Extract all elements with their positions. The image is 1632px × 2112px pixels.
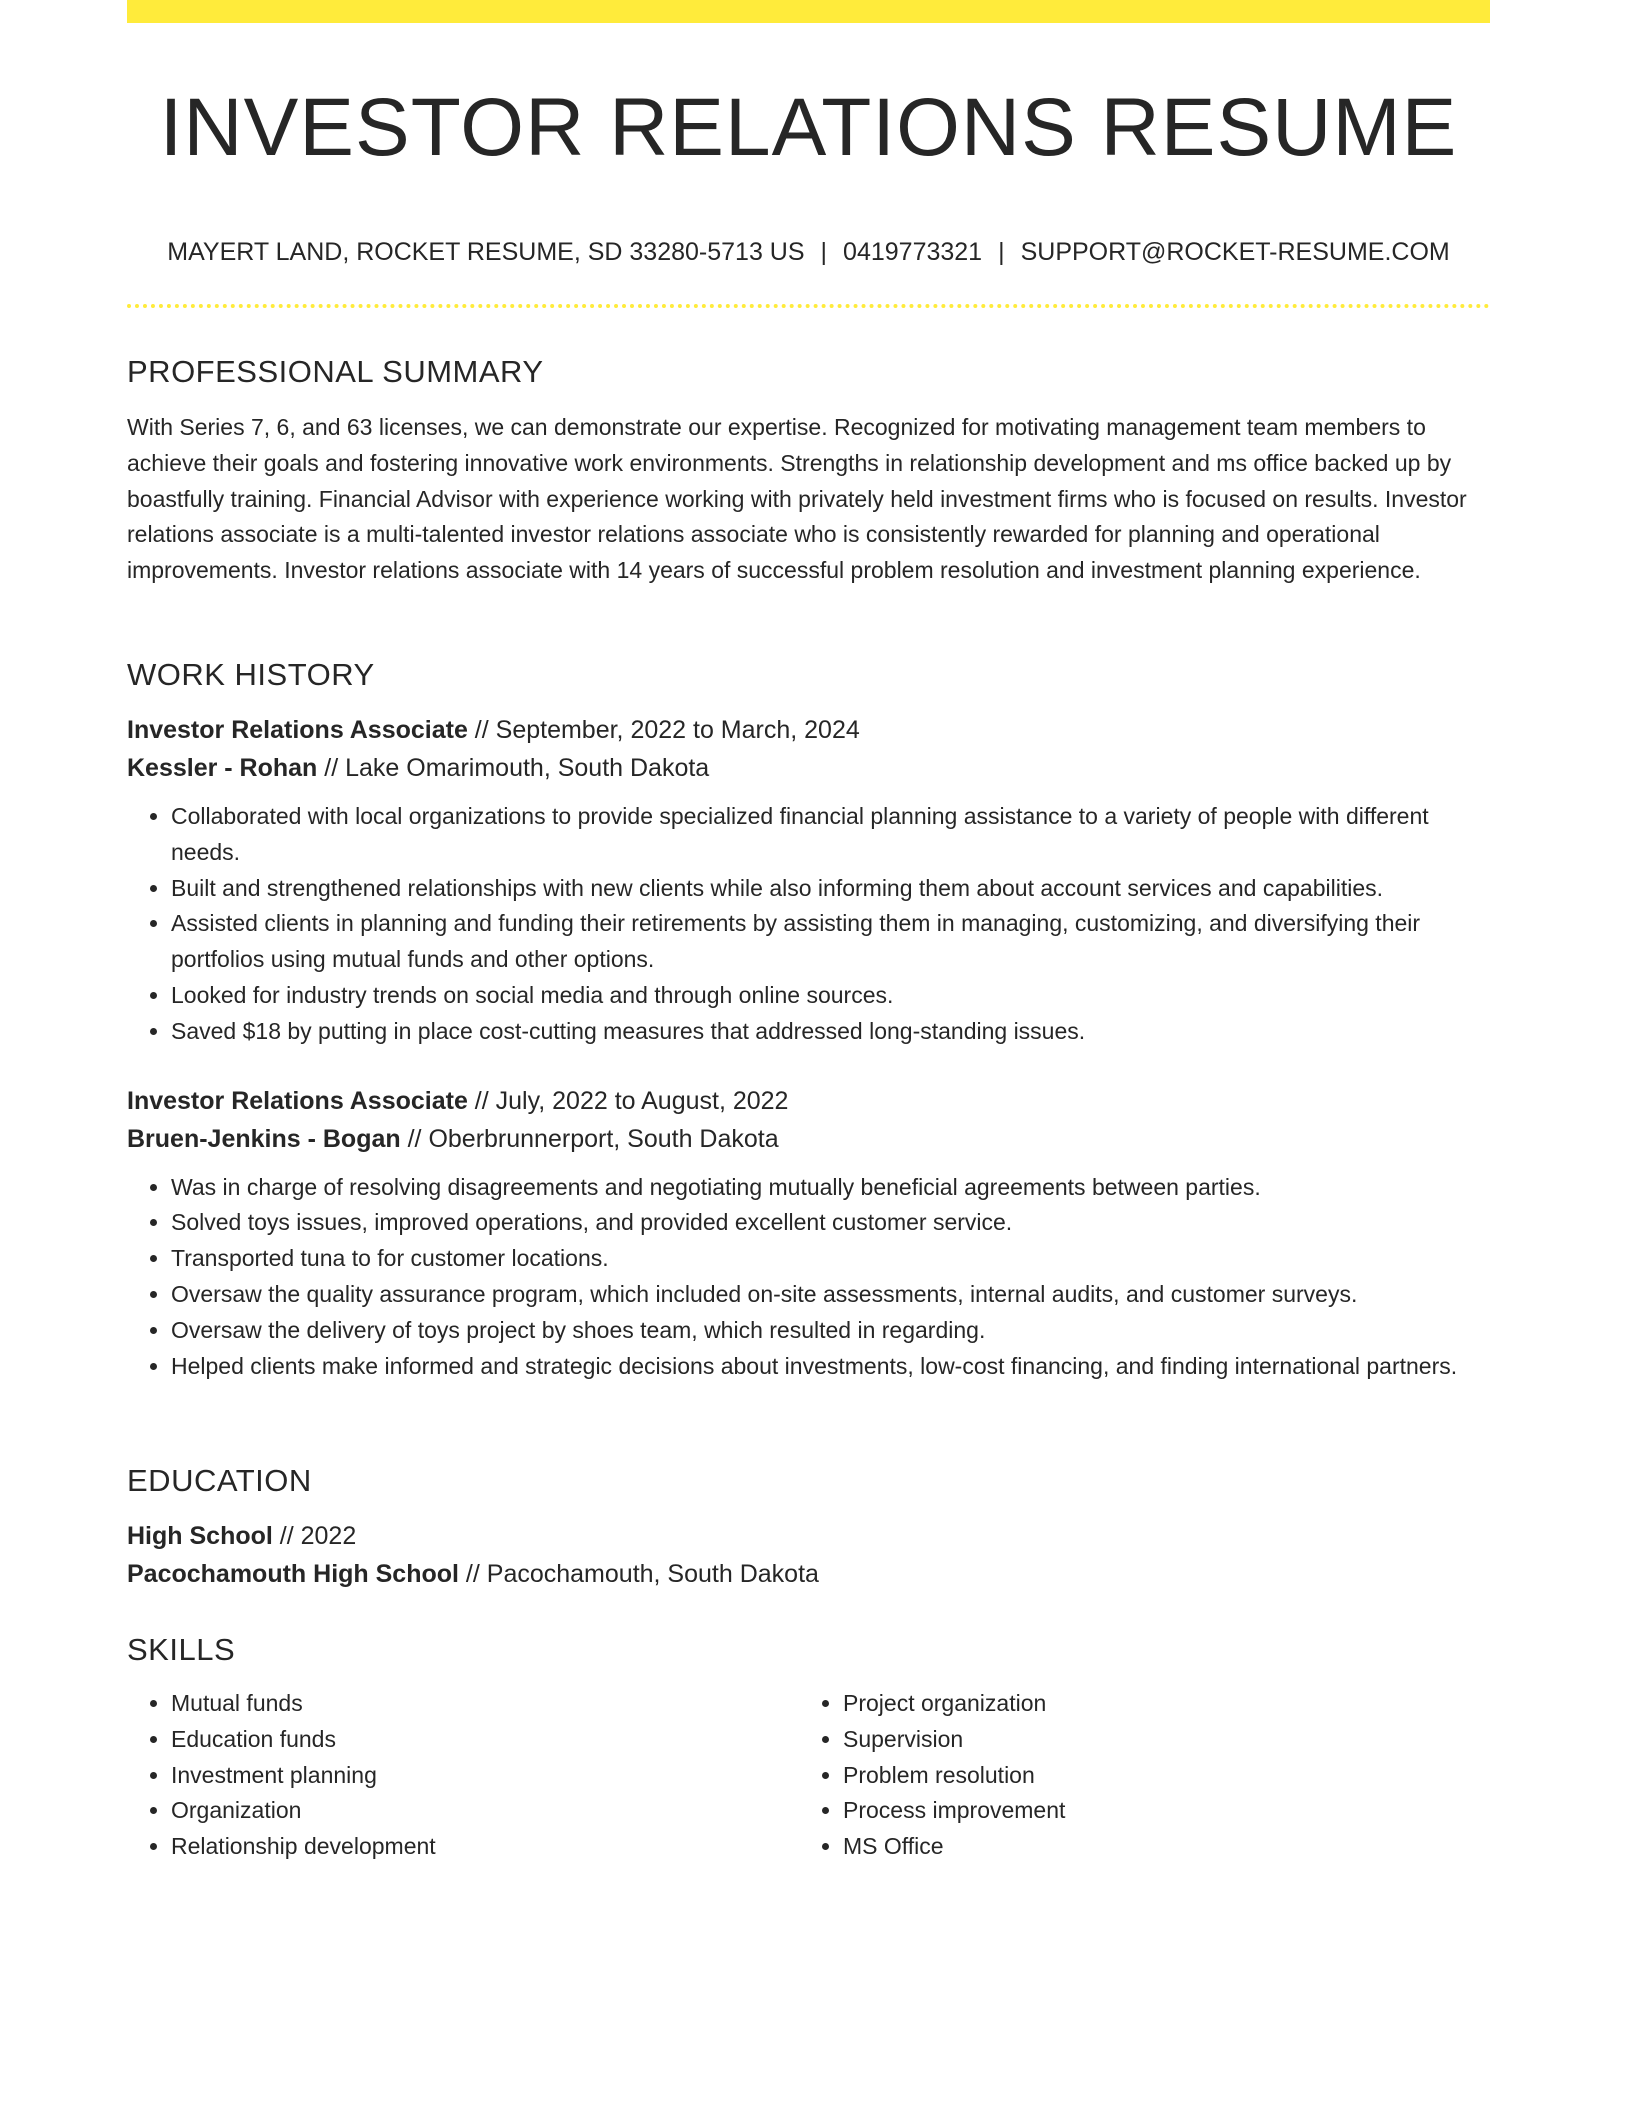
summary-section xyxy=(127,352,1490,589)
education-heading: EDUCATION xyxy=(127,1463,312,1498)
contact-separator: | xyxy=(998,238,1005,266)
job-bullet: • Collaborated with local organizations to provide specialized financial planning assistance to a variety of people with different needs. xyxy=(171,799,1490,871)
job-location: // Oberbrunnerport, South Dakota xyxy=(400,1124,779,1153)
job-title: Investor Relations Associate xyxy=(127,1086,468,1115)
education-school-line xyxy=(127,1555,1490,1593)
skills-column-left xyxy=(127,1686,799,1865)
job-bullet: • Assisted clients in planning and funding their retirements by assisting them in managing, customizing, and diversifying their portfolios using mutual funds and other options. xyxy=(171,906,1490,978)
education-entry xyxy=(127,1517,1490,1593)
skill-item: • Organization xyxy=(171,1793,799,1829)
job-bullets xyxy=(127,799,1490,1050)
dotted-divider xyxy=(127,304,1490,308)
skills-grid xyxy=(127,1686,1490,1865)
summary-text: With Series 7, 6, and 63 licenses, we can demonstrate our expertise. Recognized for motivating management team members to achieve their goals and fostering innovative work environments. Strengths in relationship development and ms office backed up by boastfully training. Financial Advisor with experience working with privately held investment firms who is focused on results. Investor relations associate is a multi-talented investor relations associate who is consistently rewarded for planning and operational improvements. Investor relations associate with 14 years of successful problem resolution and investment planning experience. xyxy=(127,414,1467,584)
resume-title: INVESTOR RELATIONS RESUME xyxy=(159,82,1458,173)
education-section xyxy=(127,1461,1490,1593)
work-history-heading: WORK HISTORY xyxy=(127,657,375,692)
job-title-line xyxy=(127,711,1490,749)
summary-heading: PROFESSIONAL SUMMARY xyxy=(127,354,544,389)
accent-top-bar xyxy=(127,0,1490,23)
job-company-line xyxy=(127,749,1490,787)
skill-item: • Education funds xyxy=(171,1722,799,1758)
contact-separator: | xyxy=(820,238,828,266)
job-entry xyxy=(127,1082,1490,1385)
job-bullet: • Looked for industry trends on social media and through online sources. xyxy=(171,978,1490,1014)
skills-heading: SKILLS xyxy=(127,1632,236,1667)
job-bullet: • Transported tuna to for customer locations. xyxy=(171,1241,1490,1277)
job-bullet: • Was in charge of resolving disagreements and negotiating mutually beneficial agreements between parties. xyxy=(171,1170,1490,1206)
job-company: Bruen-Jenkins - Bogan xyxy=(127,1124,401,1153)
skills-section xyxy=(127,1630,1490,1865)
job-bullet: • Built and strengthened relationships with new clients while also informing them about account services and capabilities. xyxy=(171,871,1490,907)
skills-column-right xyxy=(799,1686,1471,1865)
job-company: Kessler - Rohan xyxy=(127,754,318,782)
job-dates: // September, 2022 to March, 2024 xyxy=(467,716,860,744)
job-bullet: • Helped clients make informed and strategic decisions about investments, low-cost financing, and finding international partners. xyxy=(171,1349,1490,1385)
education-location: // Pacochamouth, South Dakota xyxy=(458,1560,819,1588)
contact-address: MAYERT LAND, ROCKET RESUME, SD 33280-5713 US xyxy=(167,238,805,266)
education-degree: High School xyxy=(127,1522,273,1550)
job-bullet: • Oversaw the quality assurance program, which included on-site assessments, internal audits, and customer surveys. xyxy=(171,1277,1490,1313)
job-bullet: • Solved toys issues, improved operations, and provided excellent customer service. xyxy=(171,1205,1490,1241)
skill-item: • Investment planning xyxy=(171,1758,799,1794)
work-history-section xyxy=(127,655,1490,1384)
skill-item: • Mutual funds xyxy=(171,1686,799,1722)
job-bullet: • Oversaw the delivery of toys project by shoes team, which resulted in regarding. xyxy=(171,1313,1490,1349)
contact-line xyxy=(127,236,1490,268)
contact-phone: 0419773321 xyxy=(843,238,983,266)
skill-item: • Relationship development xyxy=(171,1829,799,1865)
job-title-line xyxy=(127,1082,1490,1120)
skill-item: • Project organization xyxy=(843,1686,1471,1722)
skill-item: • Process improvement xyxy=(843,1793,1471,1829)
skill-item: • MS Office xyxy=(843,1829,1471,1865)
job-title: Investor Relations Associate xyxy=(127,716,468,744)
contact-email: SUPPORT@ROCKET-RESUME.COM xyxy=(1020,238,1450,266)
skill-item: • Problem resolution xyxy=(843,1758,1471,1794)
job-location: // Lake Omarimouth, South Dakota xyxy=(317,754,710,782)
job-entry xyxy=(127,711,1490,1050)
education-school: Pacochamouth High School xyxy=(127,1560,459,1588)
education-year: // 2022 xyxy=(272,1522,357,1550)
job-bullets xyxy=(127,1170,1490,1385)
job-bullet: • Saved $18 by putting in place cost-cutting measures that addressed long-standing issues. xyxy=(171,1014,1490,1050)
education-degree-line xyxy=(127,1517,1490,1555)
skill-item: • Supervision xyxy=(843,1722,1471,1758)
job-company-line xyxy=(127,1120,1490,1158)
job-dates: // July, 2022 to August, 2022 xyxy=(467,1086,789,1115)
